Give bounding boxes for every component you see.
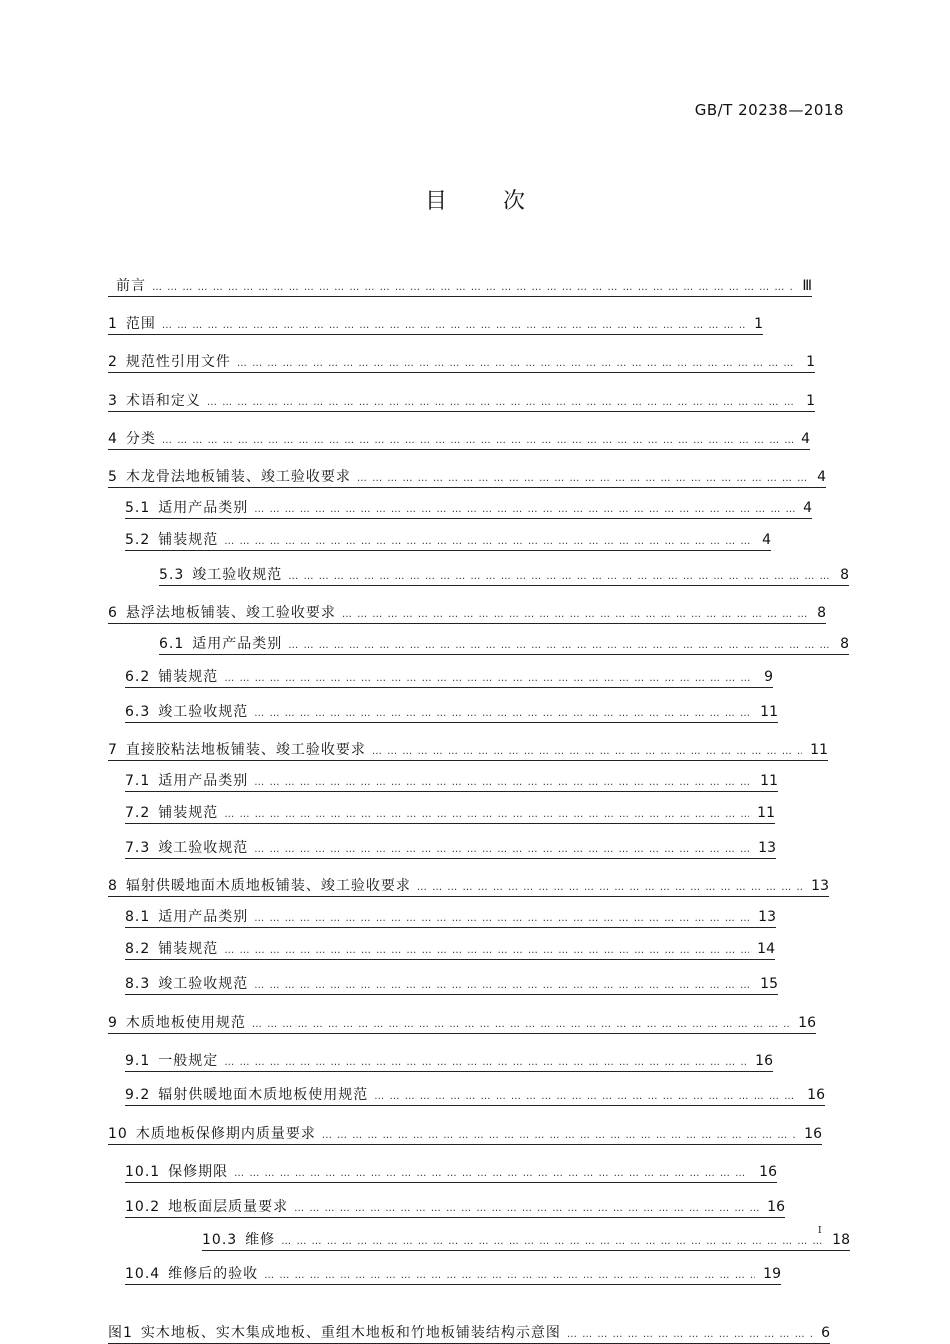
- toc-leader: [374, 1087, 799, 1106]
- toc-entry-number: 5.1: [125, 500, 151, 516]
- toc-leader: [264, 1266, 755, 1285]
- toc-entry-page: 1: [806, 393, 815, 409]
- toc-entry-number: 8.3: [125, 976, 151, 992]
- toc-entry-label: 适用产品类别: [158, 909, 249, 925]
- toc-entry[interactable]: [108, 740, 828, 761]
- toc-entry[interactable]: [108, 1013, 816, 1034]
- toc-entry[interactable]: [125, 771, 778, 792]
- toc-entry-label: 铺装规范: [158, 805, 219, 821]
- toc-entry-number: 6.1: [159, 636, 185, 652]
- toc-entry[interactable]: [125, 1162, 777, 1183]
- toc-leader: [254, 976, 752, 995]
- toc-entry-page: 6: [821, 1325, 830, 1341]
- toc-entry-number: 9.1: [125, 1053, 151, 1069]
- toc-entry-label: 竣工验收规范: [158, 704, 249, 720]
- toc-entry-number: 8.2: [125, 941, 151, 957]
- toc-entry-page: 11: [760, 704, 778, 720]
- toc-entry-page: 16: [807, 1087, 825, 1103]
- toc-entry-number: 3: [108, 393, 118, 409]
- toc-entry-label: 辐射供暖地面木质地板使用规范: [158, 1087, 369, 1103]
- toc-entry-number: 5: [108, 469, 118, 485]
- toc-entry-page: 11: [757, 805, 775, 821]
- toc-leader: [234, 1164, 751, 1183]
- toc-entry-label: 一般规定: [158, 1053, 219, 1069]
- toc-entry-page: 11: [760, 773, 778, 789]
- toc-entry-label: 术语和定义: [125, 393, 201, 409]
- toc-leader: [224, 532, 754, 551]
- toc-leader: [254, 773, 752, 792]
- toc-entry-page: 16: [755, 1053, 773, 1069]
- toc-entry[interactable]: [125, 702, 778, 723]
- toc-entry[interactable]: [108, 876, 829, 897]
- toc-entry-label: 竣工验收规范: [158, 976, 249, 992]
- toc-leader: [342, 605, 809, 624]
- toc-entry-number: 8.1: [125, 909, 151, 925]
- toc-leader: [224, 1053, 747, 1072]
- toc-entry-number: 6: [108, 605, 118, 621]
- toc-entry-number: 5.2: [125, 532, 151, 548]
- toc-leader: [207, 393, 798, 412]
- toc-leader: [417, 878, 803, 897]
- toc-entry-page: Ⅲ: [802, 278, 812, 294]
- toc-entry-page: 16: [767, 1199, 785, 1215]
- toc-entry-number: 4: [108, 431, 118, 447]
- toc-entry[interactable]: [159, 634, 849, 655]
- toc-entry-label: 竣工验收规范: [192, 567, 283, 583]
- toc-entry[interactable]: [108, 391, 815, 412]
- toc-entry-number: 10.1: [125, 1164, 161, 1180]
- toc-entry[interactable]: [125, 1197, 785, 1218]
- toc-entry-page: 4: [817, 469, 826, 485]
- toc-entry-label: 铺装规范: [158, 532, 219, 548]
- toc-entry-label: 木质地板保修期内质量要求: [135, 1126, 316, 1142]
- toc-entry[interactable]: [108, 314, 763, 335]
- toc-entry[interactable]: [125, 907, 776, 928]
- toc-leader: [224, 805, 749, 824]
- toc-entry[interactable]: [108, 352, 815, 373]
- toc-entry-number: 9.2: [125, 1087, 151, 1103]
- toc-entry-page: 8: [817, 605, 826, 621]
- toc-entry-number: 7.2: [125, 805, 151, 821]
- toc-entry-page: 15: [760, 976, 778, 992]
- toc-entry[interactable]: [159, 565, 849, 586]
- toc-entry-page: 4: [803, 500, 812, 516]
- toc-entry-number: 7.3: [125, 840, 151, 856]
- toc-leader: [252, 1015, 790, 1034]
- toc-leader: [372, 742, 802, 761]
- toc-leader: [162, 431, 793, 450]
- toc-entry-page: 8: [840, 567, 849, 583]
- toc-entry-label: 维修: [245, 1232, 276, 1248]
- toc-leader: [254, 704, 752, 723]
- toc-entry-page: 13: [758, 840, 776, 856]
- toc-entry-page: 16: [804, 1126, 822, 1142]
- toc-leader: [224, 669, 756, 688]
- toc-entry-number: 7: [108, 742, 118, 758]
- toc-entry-page: 18: [832, 1232, 850, 1248]
- page-title: 目次: [424, 189, 581, 214]
- toc-entry[interactable]: [125, 974, 778, 995]
- toc-entry[interactable]: [108, 429, 810, 450]
- toc-entry[interactable]: [108, 1323, 830, 1344]
- toc-entry-number: 7.1: [125, 773, 151, 789]
- toc-leader: [254, 909, 750, 928]
- toc-leader: [357, 469, 809, 488]
- toc-entry-number: 10.3: [202, 1232, 238, 1248]
- toc-entry[interactable]: [202, 1230, 850, 1251]
- toc-entry[interactable]: [125, 530, 771, 551]
- toc-entry[interactable]: [125, 838, 776, 859]
- toc-leader: [288, 567, 832, 586]
- toc-entry[interactable]: [125, 803, 775, 824]
- toc-entry-page: 13: [811, 878, 829, 894]
- toc-leader: [288, 636, 832, 655]
- toc-entry[interactable]: [125, 1051, 773, 1072]
- toc-leader: [152, 278, 794, 297]
- toc-entry[interactable]: [125, 667, 773, 688]
- toc-entry-number: 6.2: [125, 669, 151, 685]
- toc-entry-page: 1: [754, 316, 763, 332]
- toc-entry-label: 适用产品类别: [158, 773, 249, 789]
- toc-entry-label: 维修后的验收: [168, 1266, 259, 1282]
- toc-entry-label: 悬浮法地板铺装、竣工验收要求: [125, 605, 336, 621]
- toc-leader: [322, 1126, 796, 1145]
- toc-entry-number: 图1: [108, 1325, 133, 1341]
- toc-leader: [162, 316, 746, 335]
- toc-entry-number: 2: [108, 354, 118, 370]
- toc-leader: [294, 1199, 759, 1218]
- toc-entry-page: 9: [764, 669, 773, 685]
- toc-entry-page: 16: [798, 1015, 816, 1031]
- toc-entry-page: 1: [806, 354, 815, 370]
- toc-entry-number: 10: [108, 1126, 128, 1142]
- toc-entry-label: 地板面层质量要求: [168, 1199, 289, 1215]
- toc-entry-number: 8: [108, 878, 118, 894]
- toc-entry-label: 分类: [125, 431, 156, 447]
- toc-entry-number: 10.2: [125, 1199, 161, 1215]
- toc-leader: [281, 1232, 824, 1251]
- toc-entry[interactable]: [125, 498, 812, 519]
- toc-entry-label: 适用产品类别: [158, 500, 249, 516]
- toc-entry-page: 13: [758, 909, 776, 925]
- toc-entry-number: 1: [108, 316, 118, 332]
- toc-leader: [237, 354, 798, 373]
- toc-entry-page: 8: [840, 636, 849, 652]
- toc-entry-label: 前言: [116, 278, 146, 294]
- toc-entry[interactable]: [125, 1085, 825, 1106]
- toc-entry[interactable]: [108, 467, 826, 488]
- toc-entry-page: 16: [759, 1164, 777, 1180]
- toc-entry-page: 11: [810, 742, 828, 758]
- toc-entry-label: 铺装规范: [158, 669, 219, 685]
- toc-entry-label: 木龙骨法地板铺装、竣工验收要求: [125, 469, 351, 485]
- toc-entry-number: 9: [108, 1015, 118, 1031]
- toc-entry-page: 4: [762, 532, 771, 548]
- standard-code: GB/T 20238—2018: [694, 101, 844, 119]
- toc-entry-label: 直接胶粘法地板铺装、竣工验收要求: [125, 742, 366, 758]
- toc-entry[interactable]: [125, 939, 775, 960]
- toc-entry-label: 铺装规范: [158, 941, 219, 957]
- toc-entry[interactable]: [125, 1264, 781, 1285]
- toc-entry[interactable]: [108, 1124, 822, 1145]
- toc-entry-label: 竣工验收规范: [158, 840, 249, 856]
- toc-leader: [254, 500, 795, 519]
- toc-leader: [224, 941, 749, 960]
- toc-entry-label: 木质地板使用规范: [125, 1015, 246, 1031]
- toc-entry-page: 19: [763, 1266, 781, 1282]
- toc-entry-page: 14: [757, 941, 775, 957]
- toc-entry-page: 4: [801, 431, 810, 447]
- toc-entry-number: 10.4: [125, 1266, 161, 1282]
- toc-entry[interactable]: [108, 603, 826, 624]
- toc-entry-label: 规范性引用文件: [125, 354, 231, 370]
- toc-entry-label: 适用产品类别: [192, 636, 283, 652]
- toc-entry-number: 6.3: [125, 704, 151, 720]
- toc-entry-number: 5.3: [159, 567, 185, 583]
- page-number-mark: I: [818, 1226, 822, 1236]
- toc-leader: [254, 840, 750, 859]
- toc-entry-label: 实木地板、实木集成地板、重组木地板和竹地板铺装结构示意图: [140, 1325, 561, 1341]
- toc-entry-label: 辐射供暖地面木质地板铺装、竣工验收要求: [125, 878, 411, 894]
- toc-entry-label: 范围: [125, 316, 156, 332]
- toc-entry[interactable]: [108, 276, 812, 297]
- toc-leader: [567, 1325, 813, 1344]
- toc-entry-label: 保修期限: [168, 1164, 229, 1180]
